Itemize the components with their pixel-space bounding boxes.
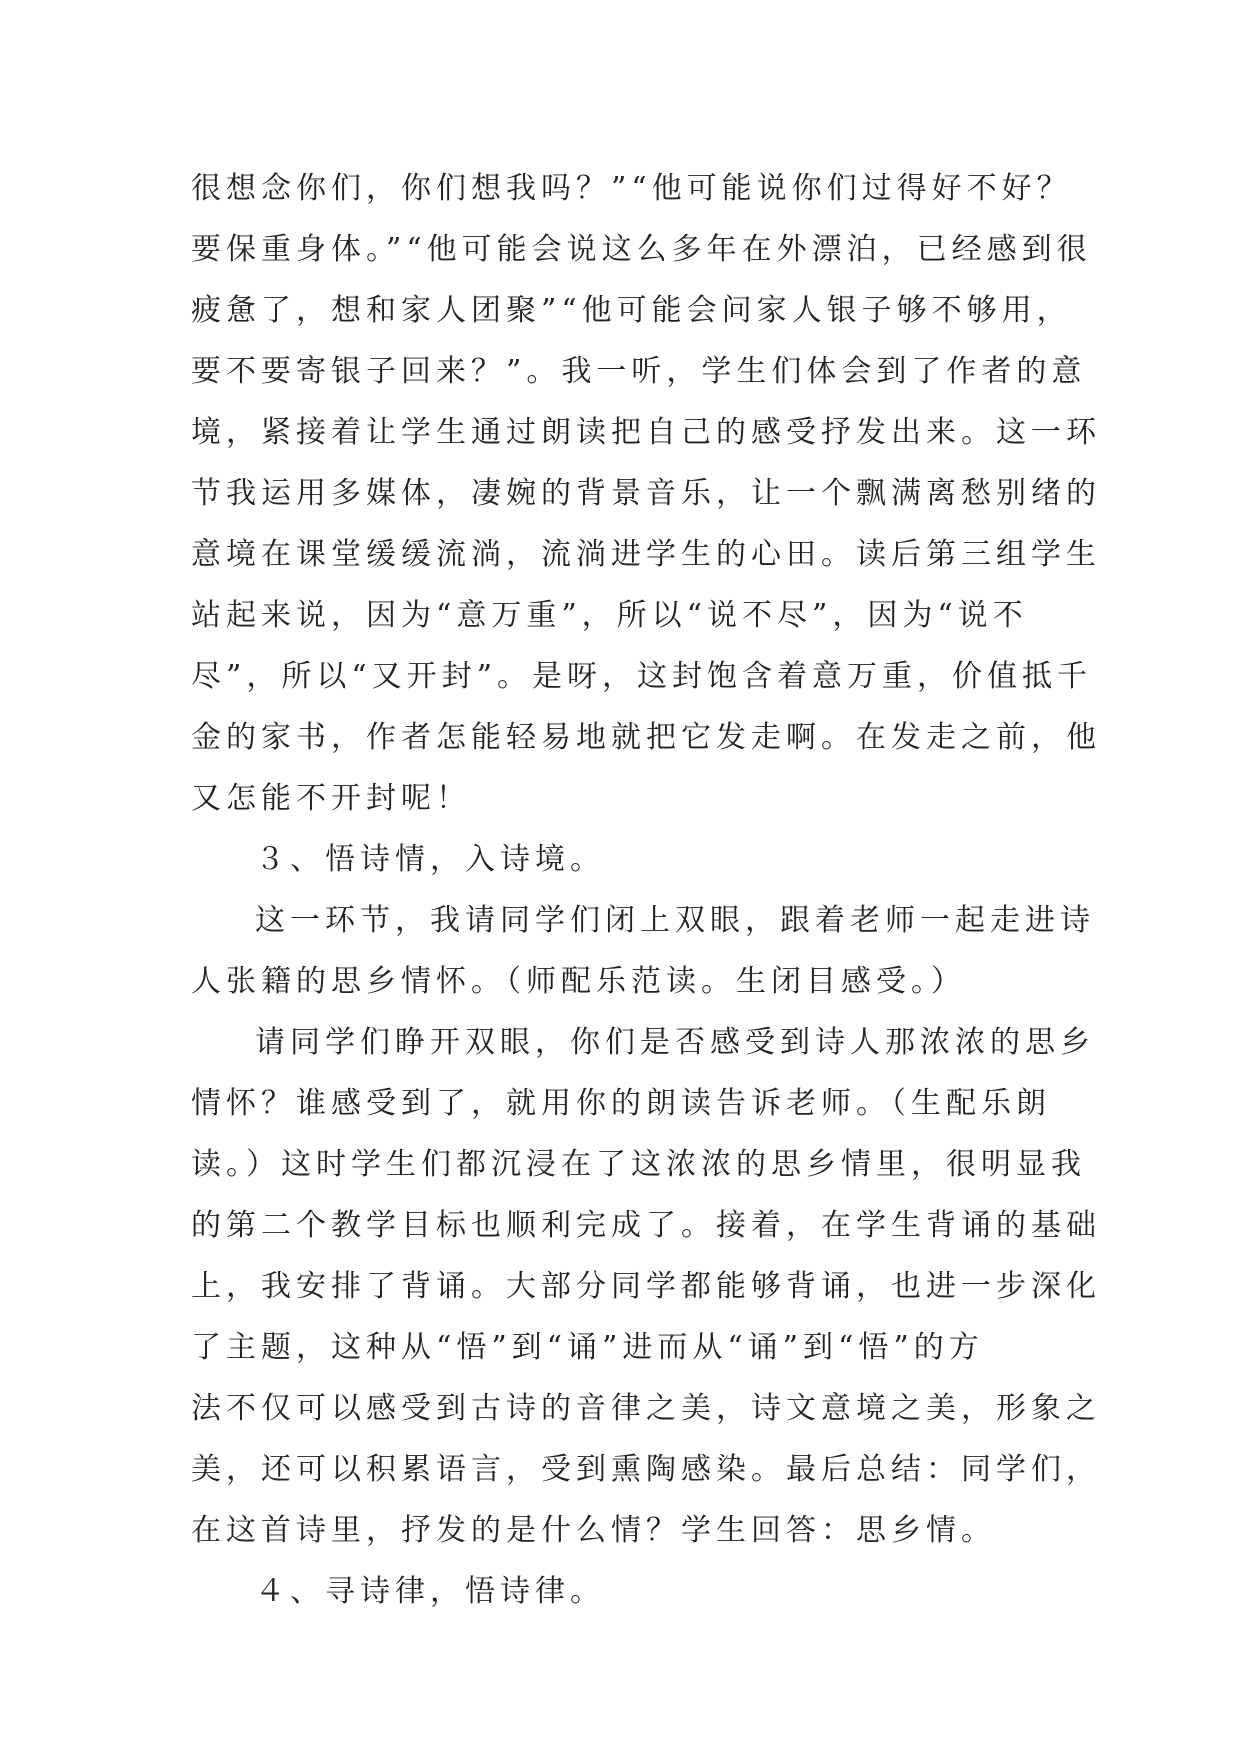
section-heading: ４、寻诗律，悟诗律。 [255, 1574, 605, 1609]
text-line: 要保重身体。”“他可能会说这么多年在外漂泊，已经感到很 [191, 232, 1092, 267]
body-text [191, 158, 1101, 1622]
text-line: 在这首诗里，抒发的是什么情？学生回答：思乡情。 [191, 1513, 996, 1548]
paragraph-start-line: 这一环节，我请同学们闭上双眼，跟着老师一起走进诗 [255, 903, 1095, 938]
text-line: 金的家书，作者怎能轻易地就把它发走啊。在发走之前，他 [191, 720, 1101, 755]
text-line: 尽”，所以“又开封”。是呀，这封饱含着意万重，价值抵千 [191, 659, 1093, 694]
text-line: 人张籍的思乡情怀。（师配乐范读。生闭目感受。） [191, 964, 966, 999]
text-line: 疲惫了，想和家人团聚”“他可能会问家人银子够不够用， [191, 293, 1072, 328]
text-line: 站起来说，因为“意万重”，所以“说不尽”，因为“说不 [191, 598, 1028, 633]
text-line: 了主题，这种从“悟”到“诵”进而从“诵”到“悟”的方 [191, 1330, 984, 1365]
text-line: 法不仅可以感受到古诗的音律之美，诗文意境之美，形象之 [191, 1391, 1101, 1426]
text-line: 要不要寄银子回来？”。我一听，学生们体会到了作者的意 [191, 354, 1087, 389]
paragraph-start-line: 请同学们睁开双眼，你们是否感受到诗人那浓浓的思乡 [255, 1025, 1095, 1060]
text-line: 很想念你们，你们想我吗？”“他可能说你们过得好不好？ [191, 171, 1072, 206]
text-line: 读。）这时学生们都沉浸在了这浓浓的思乡情里，很明显我 [191, 1147, 1086, 1182]
text-line: 又怎能不开封呢！ [191, 781, 471, 816]
text-line: 的第二个教学目标也顺利完成了。接着，在学生背诵的基础 [191, 1208, 1101, 1243]
text-line: 上，我安排了背诵。大部分同学都能够背诵，也进一步深化 [191, 1269, 1101, 1304]
text-line: 情怀？谁感受到了，就用你的朗读告诉老师。（生配乐朗 [191, 1086, 1051, 1121]
text-line: 境，紧接着让学生通过朗读把自己的感受抒发出来。这一环 [191, 415, 1101, 450]
text-line: 美，还可以积累语言，受到熏陶感染。最后总结：同学们， [191, 1452, 1101, 1487]
text-line: 意境在课堂缓缓流淌，流淌进学生的心田。读后第三组学生 [191, 537, 1101, 572]
section-heading: ３、悟诗情，入诗境。 [255, 842, 605, 877]
text-line: 节我运用多媒体，凄婉的背景音乐，让一个飘满离愁别绪的 [191, 476, 1101, 511]
